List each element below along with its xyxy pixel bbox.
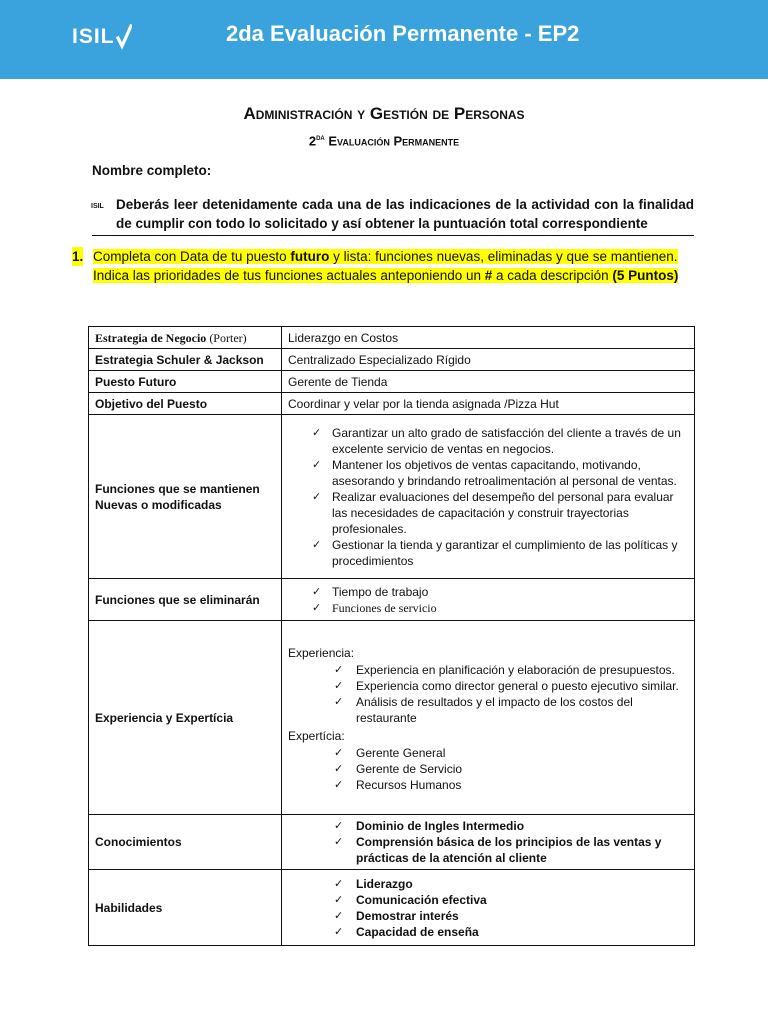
row-value: [282, 415, 695, 579]
row-value: [282, 621, 695, 815]
list-item: ✓ Gestionar la tienda y garantizar el cumplimiento de las políticas y procedimientos: [288, 537, 688, 569]
name-label: Nombre completo:: [92, 163, 212, 178]
row-value: Gerente de Tienda: [282, 371, 695, 393]
list-item: ✓ Garantizar un alto grado de satisfacción del cliente a través de un excelente servicio de ventas en negocios.: [288, 425, 688, 457]
q-points: (5 Puntos): [612, 268, 679, 283]
list-item: ✓ Realizar evaluaciones del desempeño del personal para evaluar las necesidades de capacitación y construir trayectorias profesionales.: [288, 489, 688, 537]
header-title: 2da Evaluación Permanente - EP2: [226, 21, 580, 46]
list-item: ✓ Dominio de Ingles Intermedio: [288, 818, 688, 834]
question-text: [72, 247, 694, 285]
divider: [92, 235, 694, 236]
table-row: [89, 371, 695, 393]
page-header: [0, 0, 768, 79]
list-item: ✓ Experiencia como director general o puesto ejecutivo similar.: [288, 678, 688, 694]
table-row: [89, 327, 695, 349]
list-item: ✓ Demostrar interés: [288, 908, 688, 924]
row-value: [282, 870, 695, 946]
subtitle-superscript: da: [316, 132, 325, 142]
list-item: ✓ Liderazgo: [288, 876, 688, 892]
label-text: (Porter): [206, 330, 247, 345]
q-part: a cada descripción: [492, 268, 613, 283]
q-part-bold: #: [484, 268, 493, 283]
list-item: ✓ Mantener los objetivos de ventas capacitando, motivando, asesorando y brindando retroalimentación al personal de ventas.: [288, 457, 688, 489]
label-line: Nuevas o modificadas: [95, 497, 222, 512]
table-row: [89, 621, 695, 815]
row-value: Liderazgo en Costos: [282, 327, 695, 349]
table-row: [89, 349, 695, 371]
q-part: Completa con Data de tu puesto: [93, 249, 291, 264]
list-item: ✓ Funciones de servicio: [288, 600, 688, 616]
label-line: Funciones que se mantienen: [95, 481, 260, 496]
label-text: Estrategia de Negocio: [95, 330, 207, 345]
row-label: Estrategia Schuler & Jackson: [89, 349, 282, 371]
instruction-block: [92, 195, 694, 233]
isil-logo: [72, 22, 132, 52]
list-item: ✓ Tiempo de trabajo: [288, 584, 688, 600]
list-item: ✓ Análisis de resultados y el impacto de los costos del restaurante: [288, 694, 688, 726]
row-label: [89, 415, 282, 579]
q-part: y lista: funciones nuevas, eliminadas y que se mantienen.: [329, 249, 678, 264]
list-item: ✓ Recursos Humanos: [288, 777, 688, 793]
row-label: Puesto Futuro: [89, 371, 282, 393]
row-label: [89, 327, 282, 349]
row-label: Experiencia y Expertícia: [89, 621, 282, 815]
expertise-heading: Expertícia:: [288, 728, 345, 743]
list-item: ✓ Gerente de Servicio: [288, 761, 688, 777]
list-item: ✓ Comunicación efectiva: [288, 892, 688, 908]
row-value: [282, 815, 695, 870]
q-part-bold: futuro: [290, 249, 330, 264]
experience-heading: Experiencia:: [288, 645, 355, 660]
table-row: [89, 579, 695, 621]
question-1: [72, 247, 694, 285]
list-item: ✓ Gerente General: [288, 745, 688, 761]
row-label: Conocimientos: [89, 815, 282, 870]
slash-logo-icon: [116, 24, 132, 50]
table-row: [89, 870, 695, 946]
document-title: Administración y Gestión de Personas: [243, 104, 525, 123]
table-row: [89, 415, 695, 579]
row-value: [282, 579, 695, 621]
logo-text: ISIL: [72, 25, 115, 48]
list-item: ✓ Experiencia en planificación y elaboración de presupuestos.: [288, 662, 688, 678]
table-row: [89, 815, 695, 870]
document-subtitle: [0, 132, 768, 148]
instruction-text: Deberás leer detenidamente cada una de las indicaciones de la actividad con la finalidad de cumplir con todo lo solicitado y así obtener la puntuación total correspondiente: [116, 197, 694, 231]
row-value: Centralizado Especializado Rígido: [282, 349, 695, 371]
q-part: Indica las prioridades de tus funciones actuales anteponiendo un: [93, 268, 485, 283]
list-item: ✓ Capacidad de enseña: [288, 924, 688, 940]
job-table: [88, 326, 695, 946]
subtitle-number: 2: [308, 133, 317, 149]
isil-mini-icon: ISIL: [91, 203, 104, 210]
subtitle-text: Evaluación Permanente: [324, 133, 460, 149]
list-item: ✓ Comprensión básica de los principios de las ventas y prácticas de la atención al cliente: [288, 834, 688, 866]
row-value: Coordinar y velar por la tienda asignada /Pizza Hut: [282, 393, 695, 415]
row-label: Objetivo del Puesto: [89, 393, 282, 415]
row-label: Habilidades: [89, 870, 282, 946]
question-number: 1.: [72, 249, 84, 264]
row-label: Funciones que se eliminarán: [89, 579, 282, 621]
table-row: [89, 393, 695, 415]
